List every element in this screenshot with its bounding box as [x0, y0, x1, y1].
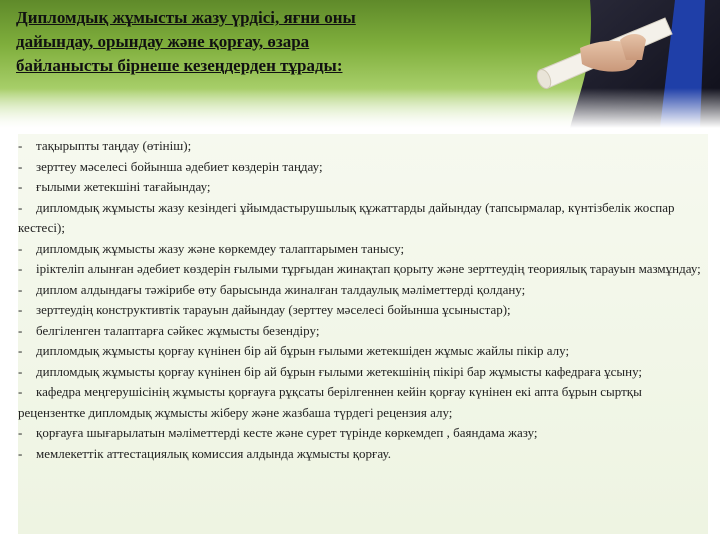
list-item-text: кафедра меңгерушісінің жұмысты қорғауға рұқсаты берілгеннен кейін қорғау күнінен екі апта бұрын сыртқы рецензентке дипломдық жұмысты жіберу және жазбаша түрдегі рецензия алу;: [18, 384, 642, 420]
list-dash: -: [18, 240, 23, 256]
list-dash: -: [18, 261, 23, 276]
list-item: [18, 423, 708, 444]
list-item: [18, 321, 708, 342]
list-item: [18, 382, 708, 423]
banner-fade: [0, 88, 720, 128]
list-dash: -: [18, 199, 23, 215]
list-item: [18, 198, 708, 239]
list-item: [18, 362, 708, 383]
stages-list: [18, 134, 708, 464]
list-item-text: қорғауға шығарылатын мәліметтерді кесте және сурет түрінде көркемдеп , баяндама жазу;: [36, 425, 538, 440]
list-item: [18, 177, 708, 198]
list-item: [18, 239, 708, 260]
list-dash: -: [18, 363, 23, 379]
list-item: [18, 444, 708, 465]
list-dash: -: [18, 158, 23, 174]
list-item: [18, 280, 708, 301]
list-item-text: дипломдық жұмысты қорғау күнінен бір ай бұрын ғылыми жетекшіден жұмыс жайлы пікір алу;: [36, 343, 570, 358]
list-item-text: диплом алдындағы тәжірибе өту барысында жиналған талдаулық мәліметтерді қолдану;: [36, 281, 526, 297]
list-item: [18, 259, 708, 280]
list-dash: -: [18, 384, 23, 399]
list-item-text: мемлекеттік аттестациялық комиссия алдында жұмысты қорғау.: [36, 445, 391, 461]
page-title: Дипломдық жұмысты жазу үрдісі, яғни оны дайындау, орындау және қорғау, өзара байланысты бірнеше кезеңдерден тұрады:: [16, 8, 356, 75]
list-dash: -: [18, 281, 23, 297]
list-item-text: ғылыми жетекшіні тағайындау;: [36, 179, 211, 194]
list-item-text: зерттеудің конструктивтік тарауын дайындау (зерттеу мәселесі бойынша ұсыныстар);: [36, 302, 511, 317]
list-dash: -: [18, 445, 23, 461]
list-dash: -: [18, 343, 23, 358]
list-item-text: белгіленген талаптарға сәйкес жұмысты безендіру;: [36, 322, 320, 338]
list-item-text: тақырыпты таңдау (өтініш);: [36, 138, 192, 153]
list-item: [18, 300, 708, 321]
list-item: [18, 157, 708, 178]
list-item-text: дипломдық жұмысты жазу және көркемдеу талаптарымен танысу;: [36, 240, 405, 256]
list-dash: -: [18, 302, 23, 317]
list-dash: -: [18, 322, 23, 338]
list-item: [18, 341, 708, 362]
list-item-text: іріктеліп алынған әдебиет көздерін ғылыми тұрғыдан жинақтап қорыту және зерттеудің теориялық тарауын мазмұндау;: [36, 261, 701, 276]
list-item-text: дипломдық жұмысты жазу кезіндегі ұйымдастырушылық құжаттарды дайындау (тапсырмалар, күнтізбелік жоспар кестесі);: [18, 199, 675, 235]
list-dash: -: [18, 138, 23, 153]
header-banner: [0, 0, 720, 128]
content-panel: [18, 134, 708, 534]
list-item: [18, 136, 708, 157]
list-item-text: зерттеу мәселесі бойынша әдебиет көздерін таңдау;: [36, 158, 323, 174]
list-dash: -: [18, 425, 23, 440]
list-dash: -: [18, 179, 23, 194]
list-item-text: дипломдық жұмысты қорғау күнінен бір ай бұрын ғылыми жетекшінің пікірі бар жұмысты кафедраға ұсыну;: [36, 363, 643, 379]
